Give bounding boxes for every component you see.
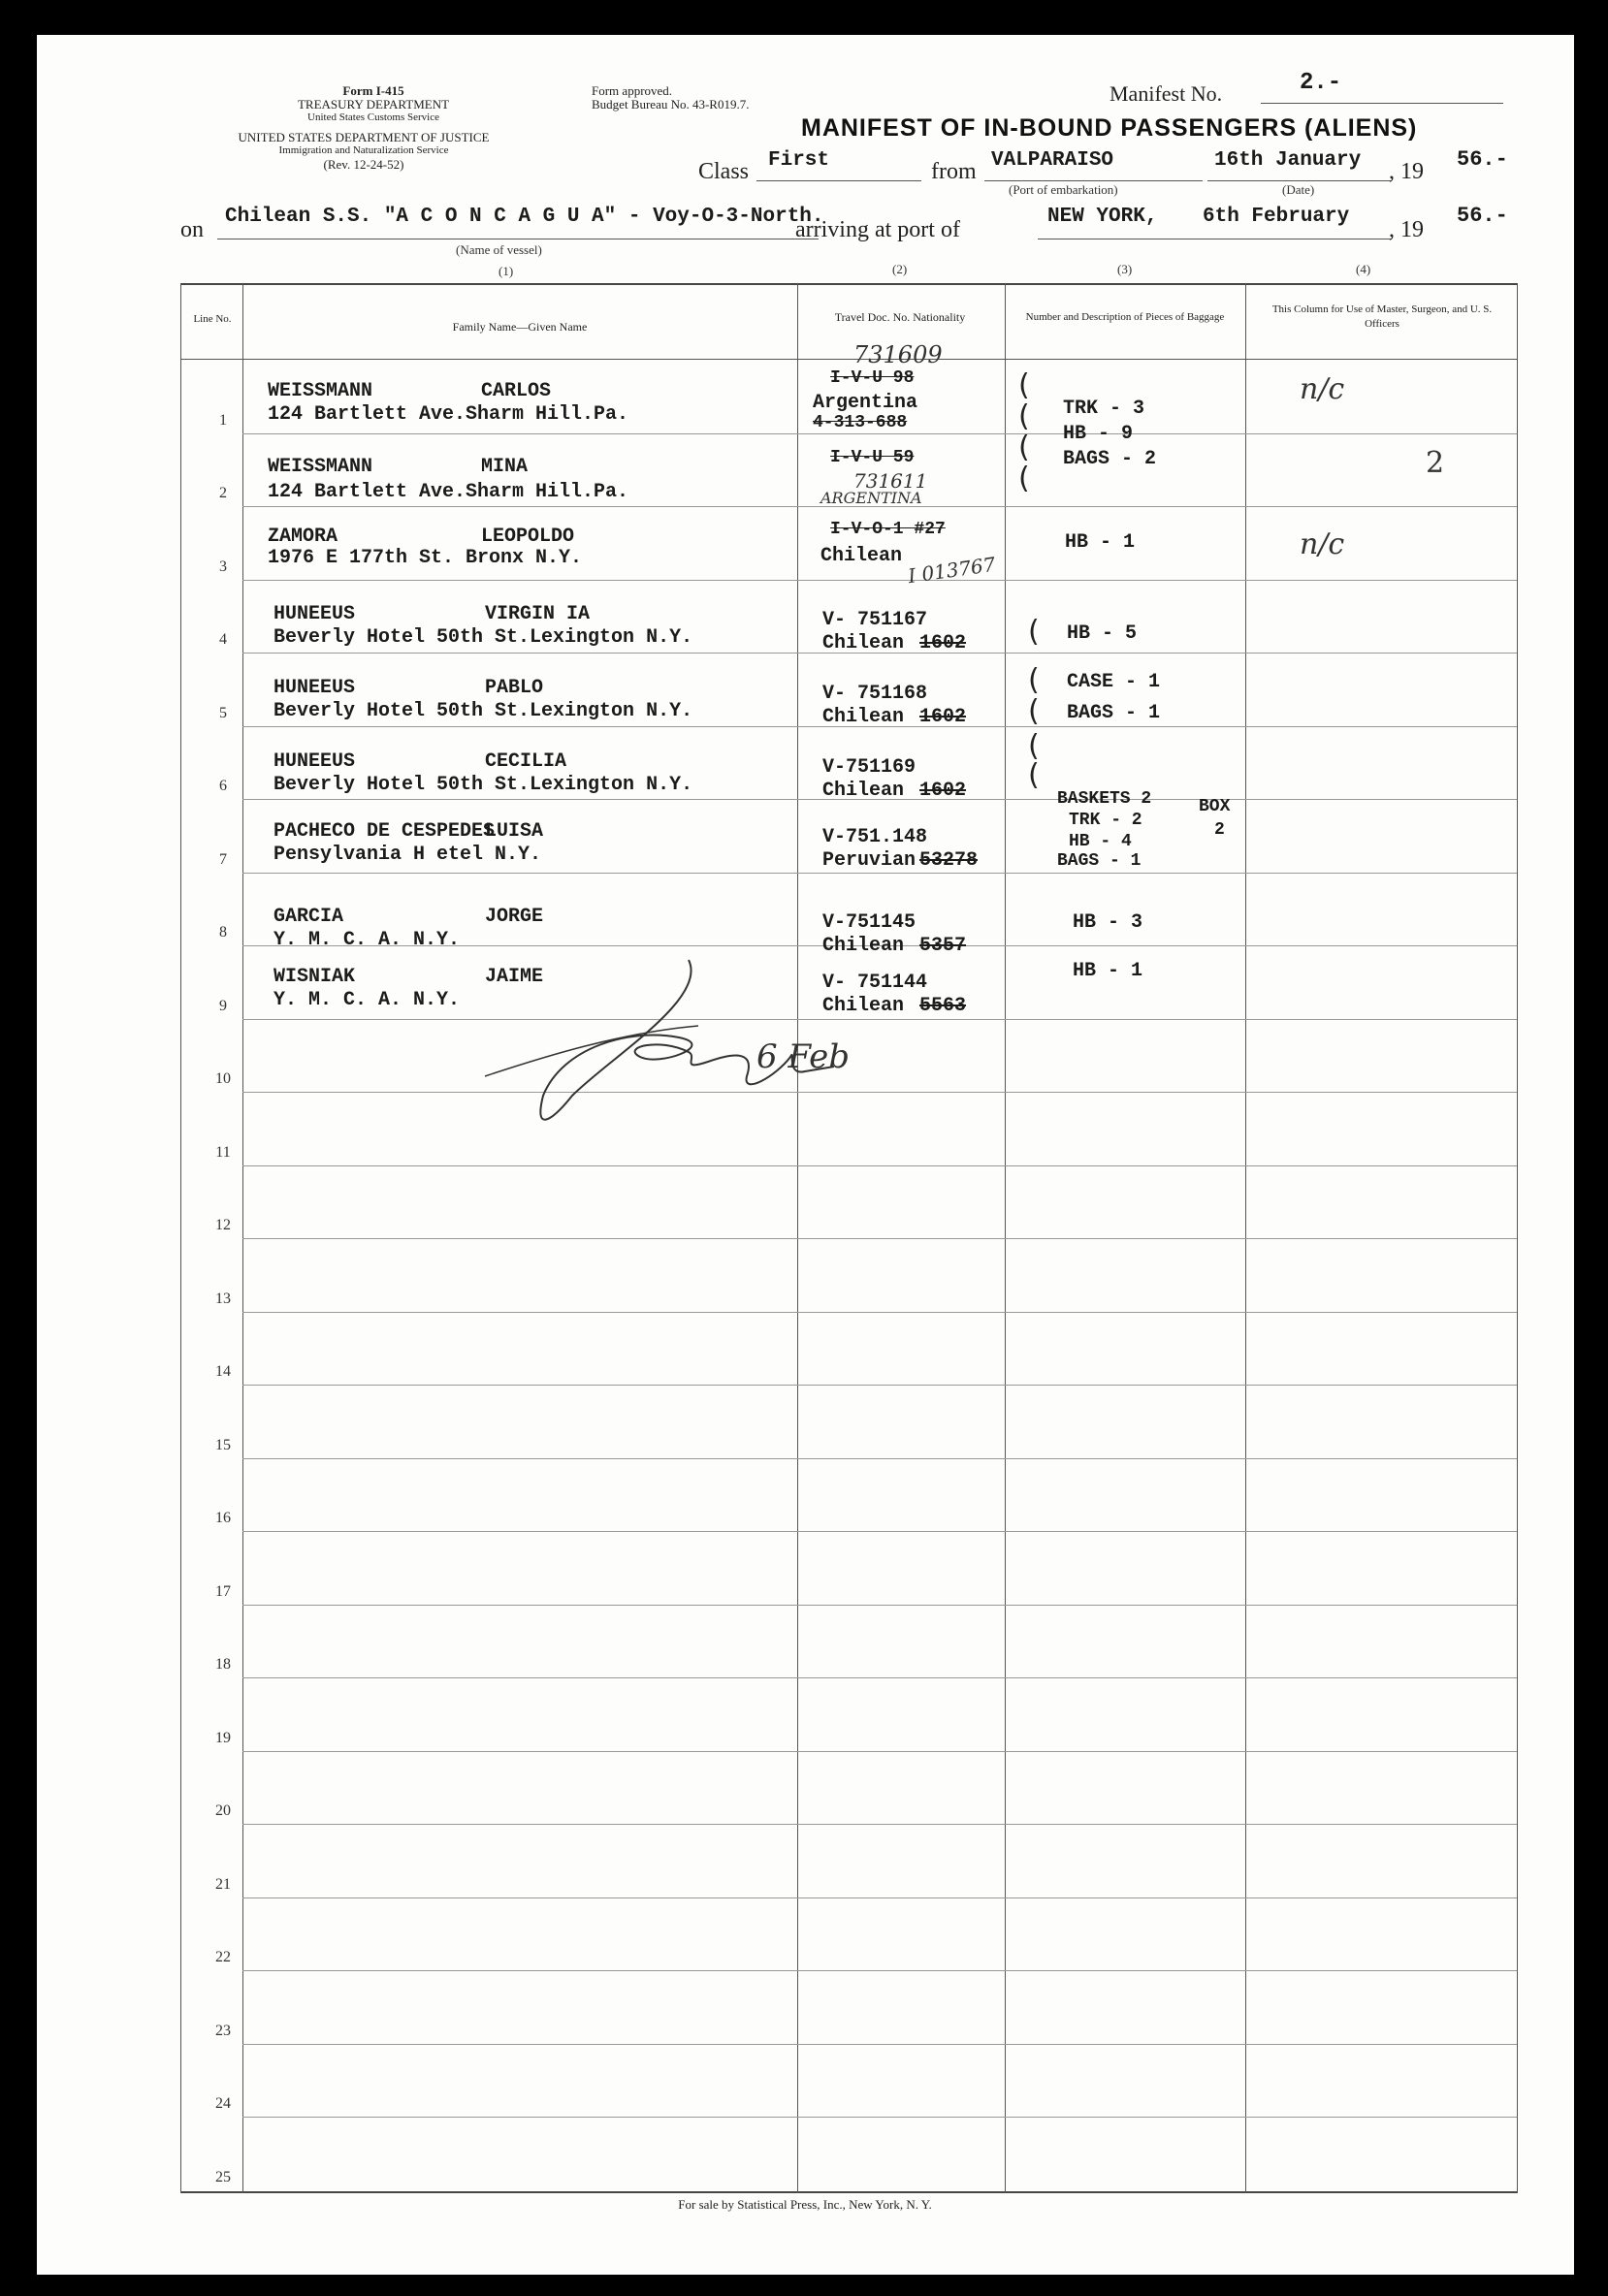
officer-mark-3: n/c <box>1300 527 1345 561</box>
row-number: 12 <box>215 1217 231 1233</box>
embark-date: 16th January <box>1214 149 1362 172</box>
col-mark-2: (2) <box>892 262 908 276</box>
row-rule <box>242 580 1517 581</box>
passenger-6-struck: 1602 <box>919 780 967 802</box>
passenger-9-family: WISNIAK <box>273 966 356 988</box>
passenger-5-nationality: Chilean <box>822 706 905 728</box>
row-number: 15 <box>215 1437 231 1453</box>
vessel-name: Chilean S.S. "A C O N C A G U A" - Voy-O-3-North. <box>225 206 824 228</box>
passenger-6-doc: V-751169 <box>822 756 917 779</box>
officer-mark-1: n/c <box>1300 372 1345 406</box>
bracket: ( <box>1028 729 1040 763</box>
signature-date: 6 Feb <box>756 1037 851 1076</box>
baggage-b6-0: HB - 1 <box>1073 960 1143 982</box>
passenger-3-doc-hand: I 013767 <box>906 552 997 589</box>
passenger-9-doc: V- 751144 <box>822 972 928 994</box>
customs-service: United States Customs Service <box>307 112 439 123</box>
manifest-no-value: 2.- <box>1300 70 1342 96</box>
passenger-4-family: HUNEEUS <box>273 603 356 625</box>
passenger-7-family: PACHECO DE CESPEDES <box>273 820 496 843</box>
row-number: 22 <box>215 1949 231 1965</box>
manifest-no-label: Manifest No. <box>1110 81 1223 106</box>
col-mark-1: (1) <box>498 264 514 278</box>
row-number: 16 <box>215 1510 231 1526</box>
revision-date: (Rev. 12-24-52) <box>323 157 404 172</box>
passenger-2-doc-struck: I-V-U 59 <box>830 448 915 467</box>
baggage-b4-0: BASKETS 2 <box>1057 789 1152 809</box>
date-caption: (Date) <box>1282 182 1315 197</box>
embark-caption: (Port of embarkation) <box>1009 182 1118 197</box>
passenger-2-address: 124 Bartlett Ave.Sharm Hill.Pa. <box>268 481 629 503</box>
bracket: ( <box>1018 399 1030 433</box>
bracket: ( <box>1028 663 1040 697</box>
budget-bureau: Budget Bureau No. 43-R019.7. <box>592 97 750 112</box>
row-number: 18 <box>215 1656 231 1673</box>
row-number: 2 <box>219 485 227 501</box>
passenger-8-doc: V-751145 <box>822 911 917 934</box>
row-rule <box>242 1312 1517 1313</box>
passenger-2-family: WEISSMANN <box>268 456 373 478</box>
date-underline <box>1207 180 1392 181</box>
col-mark-4: (4) <box>1356 262 1371 276</box>
officer-mark-2: 2 <box>1426 446 1445 480</box>
col-header-baggage: Number and Description of Pieces of Baggage <box>1025 311 1225 323</box>
baggage-b3-2: BAGS - 1 <box>1067 702 1161 724</box>
baggage-b1-2: BAGS - 2 <box>1063 448 1157 470</box>
embark-port: VALPARAISO <box>991 149 1114 172</box>
passenger-1-address: 124 Bartlett Ave.Sharm Hill.Pa. <box>268 403 629 426</box>
passenger-9-nationality: Chilean <box>822 995 905 1017</box>
baggage-b2-0: HB - 1 <box>1065 531 1136 554</box>
on-label: on <box>180 217 204 242</box>
class-label: Class <box>698 159 750 184</box>
table-bottom-rule <box>180 2191 1517 2193</box>
col-header-name: Family Name—Given Name <box>452 320 588 334</box>
passenger-2-given: MINA <box>481 456 529 478</box>
bracket: ( <box>1028 694 1040 728</box>
row-number: 5 <box>219 705 227 721</box>
passenger-3-doc-struck: I-V-O-1 #27 <box>830 520 946 539</box>
passenger-6-family: HUNEEUS <box>273 750 356 773</box>
row-rule <box>242 1751 1517 1752</box>
baggage-b5-0: HB - 3 <box>1073 911 1143 934</box>
row-number: 23 <box>215 2023 231 2039</box>
row-number: 21 <box>215 1876 231 1893</box>
year-prefix: , 19 <box>1389 159 1424 184</box>
row-number: 7 <box>219 851 227 868</box>
arriving-label: arriving at port of <box>795 217 960 242</box>
form-number: Form I-415 <box>342 83 404 98</box>
baggage-b3-0: HB - 5 <box>1067 622 1138 645</box>
treasury-dept: TREASURY DEPARTMENT <box>297 97 450 112</box>
bracket: ( <box>1028 615 1040 649</box>
row-rule <box>242 1824 1517 1825</box>
col-header-officers: This Column for Use of Master, Surgeon, and U. S. Officers <box>1271 303 1493 330</box>
passenger-6-given: CECILIA <box>485 750 567 773</box>
passenger-6-address: Beverly Hotel 50th St.Lexington N.Y. <box>273 774 693 796</box>
row-number: 6 <box>219 778 227 794</box>
baggage-b4-1: TRK - 2 <box>1069 811 1142 830</box>
manifest-title: MANIFEST OF IN-BOUND PASSENGERS (ALIENS) <box>801 114 1418 142</box>
baggage-box-label: BOX <box>1199 797 1231 816</box>
bracket: ( <box>1018 368 1030 402</box>
passenger-9-given: JAIME <box>485 966 544 988</box>
header-bottom-rule <box>180 359 1517 360</box>
passenger-1-family: WEISSMANN <box>268 380 373 402</box>
passenger-8-struck: 5357 <box>919 935 967 957</box>
vessel-caption: (Name of vessel) <box>456 242 542 257</box>
row-rule <box>242 1970 1517 1971</box>
passenger-1-doc-hand: 731609 <box>853 341 943 368</box>
passenger-8-address: Y. M. C. A. N.Y. <box>273 929 461 951</box>
row-number: 17 <box>215 1583 231 1600</box>
arrival-year-prefix: , 19 <box>1389 217 1424 242</box>
row-rule <box>242 2117 1517 2118</box>
passenger-4-given: VIRGIN IA <box>485 603 591 625</box>
passenger-5-given: PABLO <box>485 677 544 699</box>
passenger-2-nationality: ARGENTINA <box>820 489 922 507</box>
bracket: ( <box>1028 758 1040 792</box>
baggage-b4-3: BAGS - 1 <box>1057 851 1142 871</box>
passenger-1-extra: 4-313-688 <box>813 413 908 432</box>
row-rule <box>242 2044 1517 2045</box>
row-number: 9 <box>219 998 227 1014</box>
passenger-1-doc-struck: I-V-U 98 <box>830 368 915 388</box>
passenger-9-struck: 5563 <box>919 995 967 1017</box>
row-number: 24 <box>215 2095 231 2112</box>
embark-year: 56.- <box>1457 147 1508 172</box>
passenger-7-given: LUISA <box>485 820 544 843</box>
row-rule <box>242 1605 1517 1606</box>
passenger-7-struck: 53278 <box>919 849 979 872</box>
passenger-6-nationality: Chilean <box>822 780 905 802</box>
passenger-7-doc: V-751.148 <box>822 826 928 848</box>
footer-printer: For sale by Statistical Press, Inc., New York, N. Y. <box>678 2197 932 2212</box>
arrival-port: NEW YORK, <box>1047 206 1158 228</box>
row-rule <box>242 1385 1517 1386</box>
passenger-9-address: Y. M. C. A. N.Y. <box>273 989 461 1011</box>
col-header-line-no: Line No. <box>193 313 232 325</box>
bracket: ( <box>1018 430 1030 464</box>
row-rule <box>242 1677 1517 1678</box>
passenger-4-doc: V- 751167 <box>822 609 928 631</box>
row-number: 13 <box>215 1291 231 1307</box>
class-value: First <box>768 149 830 172</box>
row-rule <box>242 1092 1517 1093</box>
baggage-box-count: 2 <box>1214 820 1225 840</box>
row-number: 1 <box>219 412 227 429</box>
passenger-5-doc: V- 751168 <box>822 683 928 705</box>
table-right-rule <box>1517 283 1518 2193</box>
passenger-8-nationality: Chilean <box>822 935 905 957</box>
row-number: 14 <box>215 1363 231 1380</box>
col-mark-3: (3) <box>1117 262 1133 276</box>
passenger-1-nationality: Argentina <box>813 392 918 414</box>
baggage-b3-1: CASE - 1 <box>1067 671 1161 693</box>
passenger-4-address: Beverly Hotel 50th St.Lexington N.Y. <box>273 626 693 649</box>
arrival-date: 6th February <box>1203 206 1350 228</box>
row-number: 11 <box>215 1144 231 1161</box>
row-rule <box>242 873 1517 874</box>
baggage-b1-1: HB - 9 <box>1063 423 1134 445</box>
row-number: 25 <box>215 2169 231 2185</box>
row-rule <box>242 1165 1517 1166</box>
row-rule <box>242 1897 1517 1898</box>
ins-service: Immigration and Naturalization Service <box>278 144 449 156</box>
row-rule <box>242 433 1517 434</box>
passenger-8-given: JORGE <box>485 906 544 928</box>
passenger-3-given: LEOPOLDO <box>481 526 575 548</box>
from-label: from <box>931 159 977 184</box>
passenger-4-struck: 1602 <box>919 632 967 654</box>
passenger-1-given: CARLOS <box>481 380 552 402</box>
justice-dept: UNITED STATES DEPARTMENT OF JUSTICE <box>238 130 490 144</box>
passenger-5-struck: 1602 <box>919 706 967 728</box>
row-rule <box>242 1458 1517 1459</box>
row-number: 4 <box>219 631 227 648</box>
baggage-b4-2: HB - 4 <box>1069 832 1132 851</box>
row-number: 3 <box>219 558 227 575</box>
embark-underline <box>984 180 1203 181</box>
manifest-page <box>37 35 1574 2275</box>
bracket: ( <box>1018 462 1030 495</box>
row-number: 20 <box>215 1802 231 1819</box>
row-rule <box>242 1238 1517 1239</box>
manifest-no-underline <box>1261 103 1503 104</box>
passenger-8-family: GARCIA <box>273 906 344 928</box>
form-approved: Form approved. <box>592 83 673 98</box>
passenger-5-family: HUNEEUS <box>273 677 356 699</box>
row-rule <box>242 1019 1517 1020</box>
passenger-5-address: Beverly Hotel 50th St.Lexington N.Y. <box>273 700 693 722</box>
passenger-3-nationality: Chilean <box>820 545 903 567</box>
arrival-year: 56.- <box>1457 204 1508 228</box>
row-number: 19 <box>215 1730 231 1746</box>
row-rule <box>242 1531 1517 1532</box>
row-number: 10 <box>215 1070 231 1087</box>
class-underline <box>756 180 921 181</box>
passenger-3-family: ZAMORA <box>268 526 338 548</box>
baggage-b1-0: TRK - 3 <box>1063 398 1145 420</box>
passenger-4-nationality: Chilean <box>822 632 905 654</box>
col-header-travel-doc: Travel Doc. No. Nationality <box>834 310 966 324</box>
passenger-7-address: Pensylvania H etel N.Y. <box>273 844 542 866</box>
passenger-7-nationality: Peruvian <box>822 849 917 872</box>
table-top-rule <box>180 283 1517 285</box>
passenger-3-address: 1976 E 177th St. Bronx N.Y. <box>268 547 583 569</box>
passenger-2-doc-hand: 731611 <box>853 469 928 493</box>
table-left-rule <box>180 283 181 2193</box>
row-number: 8 <box>219 924 227 941</box>
